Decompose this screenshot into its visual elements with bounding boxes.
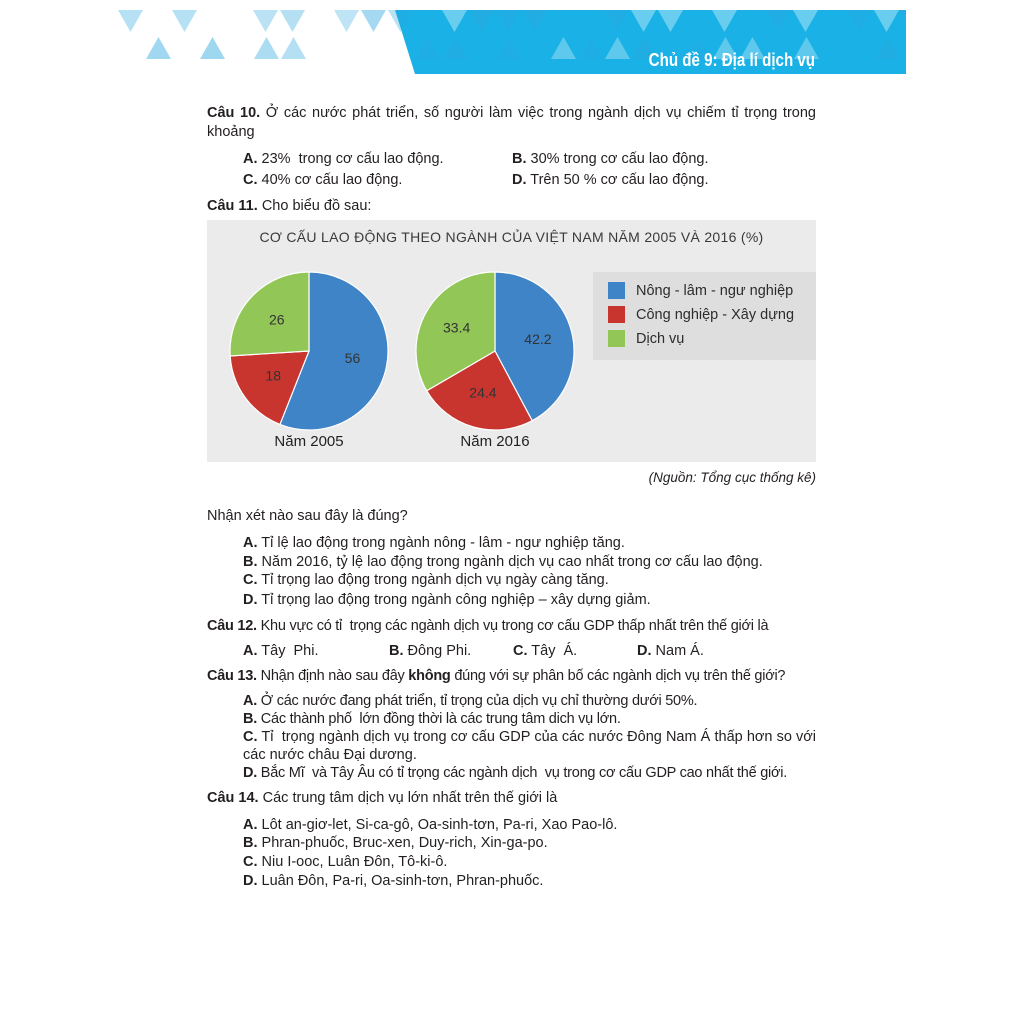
option-text: Năm 2016, tỷ lệ lao động trong ngành dịch vụ cao nhất trong cơ cấu lao động.: [261, 554, 763, 570]
option-text: Trên 50 % cơ cấu lao động.: [530, 172, 709, 188]
option-letter: A.: [243, 535, 258, 551]
legend-label: Công nghiệp - Xây dựng: [636, 307, 795, 323]
q11-option-c: [243, 571, 609, 589]
question-text: Khu vực có tỉ trọng các ngành dịch vụ trong cơ cấu GDP thấp nhất trên thế giới là: [260, 618, 769, 634]
option-letter: A.: [243, 817, 258, 833]
legend-label: Dịch vụ: [636, 331, 685, 347]
banner-triangle: [254, 37, 279, 59]
option-text: Bắc Mĩ và Tây Âu có tỉ trọng các ngành dịch vụ trong cơ cấu GDP cao nhất thế giới.: [260, 765, 787, 781]
question-13: [207, 667, 785, 685]
banner-triangle: [334, 10, 359, 32]
q14-option-c: [243, 853, 447, 871]
question-text: Nhận định nào sau đây: [260, 668, 409, 684]
legend-label: Nông - lâm - ngư nghiệp: [636, 283, 794, 299]
pie-chart: [207, 220, 816, 462]
banner-triangle: [280, 10, 305, 32]
q12-option-a: [243, 642, 319, 660]
option-letter: D.: [243, 592, 258, 608]
option-text: 40% cơ cấu lao động.: [261, 172, 403, 188]
banner-triangle: [226, 10, 251, 32]
option-letter: D.: [512, 172, 527, 188]
banner-triangle: [146, 37, 171, 59]
option-text: Tỉ lệ lao động trong ngành nông - lâm - ngư nghiệp tăng.: [261, 535, 625, 551]
pie-data-label: 24.4: [469, 384, 497, 401]
banner-triangle: [199, 10, 224, 32]
question-text: Ở các nước phát triển, số người làm việc trong ngành dịch vụ chiếm tỉ trọng trong khoảng: [207, 105, 816, 140]
question-11: [207, 197, 371, 215]
option-text: Niu I-ooc, Luân Đôn, Tô-ki-ô.: [261, 854, 448, 870]
option-letter: D.: [243, 765, 257, 781]
option-text: 23% trong cơ cấu lao động.: [261, 151, 444, 167]
banner-triangle: [145, 10, 170, 32]
pie-caption: Năm 2016: [460, 432, 530, 450]
legend-swatch: [608, 306, 625, 323]
q14-option-a: [243, 816, 617, 834]
chart-legend: [593, 272, 816, 360]
q13-option-a: [243, 692, 697, 710]
banner-triangle: [361, 10, 386, 32]
chapter-title: Chủ đề 9: Địa lí dịch vụ: [648, 50, 815, 70]
q13-option-d: [243, 764, 787, 782]
option-letter: C.: [513, 643, 528, 659]
q11-option-b: [243, 553, 763, 571]
question-label: Câu 13.: [207, 668, 257, 684]
option-letter: D.: [637, 643, 652, 659]
legend-swatch: [608, 282, 625, 299]
option-letter: A.: [243, 693, 257, 709]
option-text: Lôt an-giơ-let, Si-ca-gô, Oa-sinh-tơn, Pa-ri, Xao Pao-lô.: [261, 817, 618, 833]
option-letter: B.: [512, 151, 527, 167]
question-label: Câu 11.: [207, 198, 258, 214]
option-letter: A.: [243, 643, 258, 659]
banner-triangle: [200, 37, 225, 59]
question-label: Câu 12.: [207, 618, 257, 634]
option-text: Luân Đôn, Pa-ri, Oa-sinh-tơn, Phran-phuốc.: [261, 873, 544, 889]
banner-triangle: [172, 10, 197, 32]
q11-option-a: [243, 534, 625, 552]
option-text: Nam Á.: [655, 643, 704, 659]
q13-option-c: [243, 728, 821, 764]
chart-source: (Nguồn: Tổng cục thống kê): [648, 470, 816, 485]
option-text: 30% trong cơ cấu lao động.: [530, 151, 709, 167]
pie-data-label: 33.4: [443, 319, 471, 336]
question-label: Câu 10.: [207, 105, 261, 121]
question-label: Câu 14.: [207, 790, 259, 806]
legend-item-services: [593, 330, 816, 348]
question-12: [207, 617, 768, 635]
banner-triangle: [253, 10, 278, 32]
option-letter: B.: [243, 711, 257, 727]
pie-data-label: 18: [265, 367, 281, 384]
option-letter: C.: [243, 572, 258, 588]
option-text: Tỉ trọng lao động trong ngành công nghiệp – xây dựng giảm.: [261, 592, 651, 608]
option-letter: C.: [243, 854, 258, 870]
option-text: Ở các nước đang phát triển, tỉ trọng của dịch vụ chỉ thường dưới 50%.: [260, 693, 698, 709]
banner-triangle: [308, 37, 333, 59]
legend-item-industry: [593, 306, 816, 324]
chart-title: CƠ CẤU LAO ĐỘNG THEO NGÀNH CỦA VIỆT NAM NĂM 2005 VÀ 2016 (%): [259, 229, 764, 245]
banner-triangle: [118, 10, 143, 32]
q12-option-d: [637, 642, 704, 660]
pie-data-label: 56: [344, 349, 361, 366]
q13-option-b: [243, 710, 621, 728]
pie-data-label: 42.2: [524, 330, 552, 347]
chapter-banner: [118, 10, 906, 74]
option-letter: B.: [243, 554, 258, 570]
q10-option-a: [243, 150, 444, 168]
legend-swatch: [608, 330, 625, 347]
question-emphasis: không: [408, 668, 451, 684]
q14-option-d: [243, 872, 543, 890]
option-text: Các thành phố lớn đồng thời là các trung tâm dich vụ lớn.: [260, 711, 621, 727]
q10-option-b: [512, 150, 709, 168]
option-letter: C.: [243, 729, 258, 745]
pie-caption: Năm 2005: [274, 432, 344, 450]
q12-option-b: [389, 642, 471, 660]
option-letter: A.: [243, 151, 258, 167]
q12-option-c: [513, 642, 577, 660]
question-10: [207, 104, 816, 142]
pie-data-label: 26: [268, 311, 285, 328]
banner-triangle: [119, 37, 144, 59]
q10-option-d: [512, 171, 709, 189]
question-text: Cho biểu đồ sau:: [261, 198, 372, 214]
q11-option-d: [243, 591, 651, 609]
option-letter: D.: [243, 873, 258, 889]
option-text: Tỉ trọng ngành dịch vụ trong cơ cấu GDP của các nước Đông Nam Á thấp hơn so với các nước châu Đại dương.: [243, 729, 821, 763]
question-text: đúng với sự phân bố các ngành dịch vụ trên thế giới?: [450, 668, 786, 684]
option-letter: B.: [243, 835, 258, 851]
option-text: Tỉ trọng lao động trong ngành dịch vụ ngày càng tăng.: [261, 572, 609, 588]
question-text: Các trung tâm dịch vụ lớn nhất trên thế giới là: [262, 790, 558, 806]
option-text: Phran-phuốc, Bruc-xen, Duy-rich, Xin-ga-po.: [261, 835, 548, 851]
legend-item-agriculture: [593, 282, 816, 300]
question-14: [207, 789, 557, 807]
option-text: Tây Á.: [531, 643, 578, 659]
option-text: Đông Phi.: [407, 643, 472, 659]
option-text: Tây Phi.: [261, 643, 319, 659]
option-letter: B.: [389, 643, 404, 659]
q14-option-b: [243, 834, 548, 852]
q10-option-c: [243, 171, 402, 189]
q11-prompt: Nhận xét nào sau đây là đúng?: [207, 508, 408, 524]
banner-triangle: [281, 37, 306, 59]
option-letter: C.: [243, 172, 258, 188]
